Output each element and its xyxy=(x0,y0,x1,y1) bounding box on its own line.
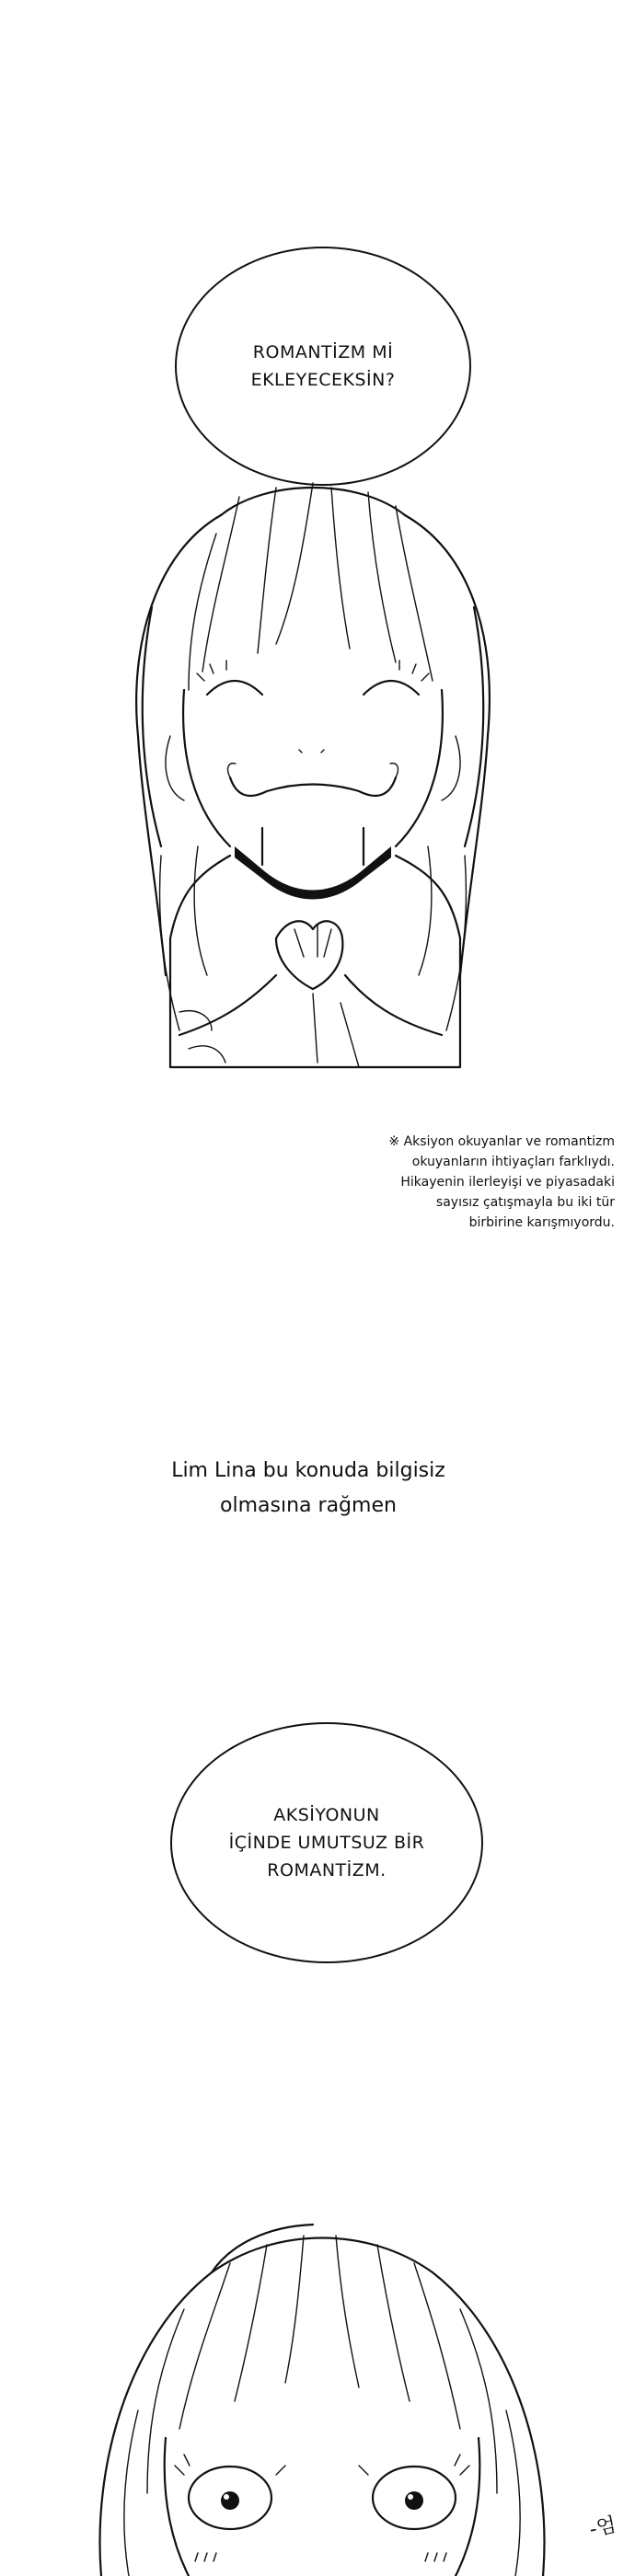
speech-bubble-romance-question xyxy=(175,247,471,486)
sound-effect: -엄 xyxy=(587,2513,618,2542)
narration-caption: Lim Lina bu konuda bilgisiz olmasına rağmen xyxy=(171,1459,445,1517)
speech-bubble-hopeless-romance xyxy=(170,1722,483,1963)
shocked-girl-illustration xyxy=(0,2190,635,2576)
speech-bubble-text: ROMANTİZM Mİ EKLEYECEKSİN? xyxy=(250,342,396,390)
translator-note: ※ Aksiyon okuyanlar ve romantizm okuyanların ihtiyaçları farklıydı. Hikayenin ilerleyişi ve piyasadaki sayısız çatışmayla bu iki tür birbirine karışmıyordu. xyxy=(388,1134,615,1230)
smiling-girl-illustration xyxy=(0,460,635,1122)
speech-bubble-text-2: AKSİYONUN İÇİNDE UMUTSUZ BİR ROMANTİZM. xyxy=(228,1805,425,1880)
